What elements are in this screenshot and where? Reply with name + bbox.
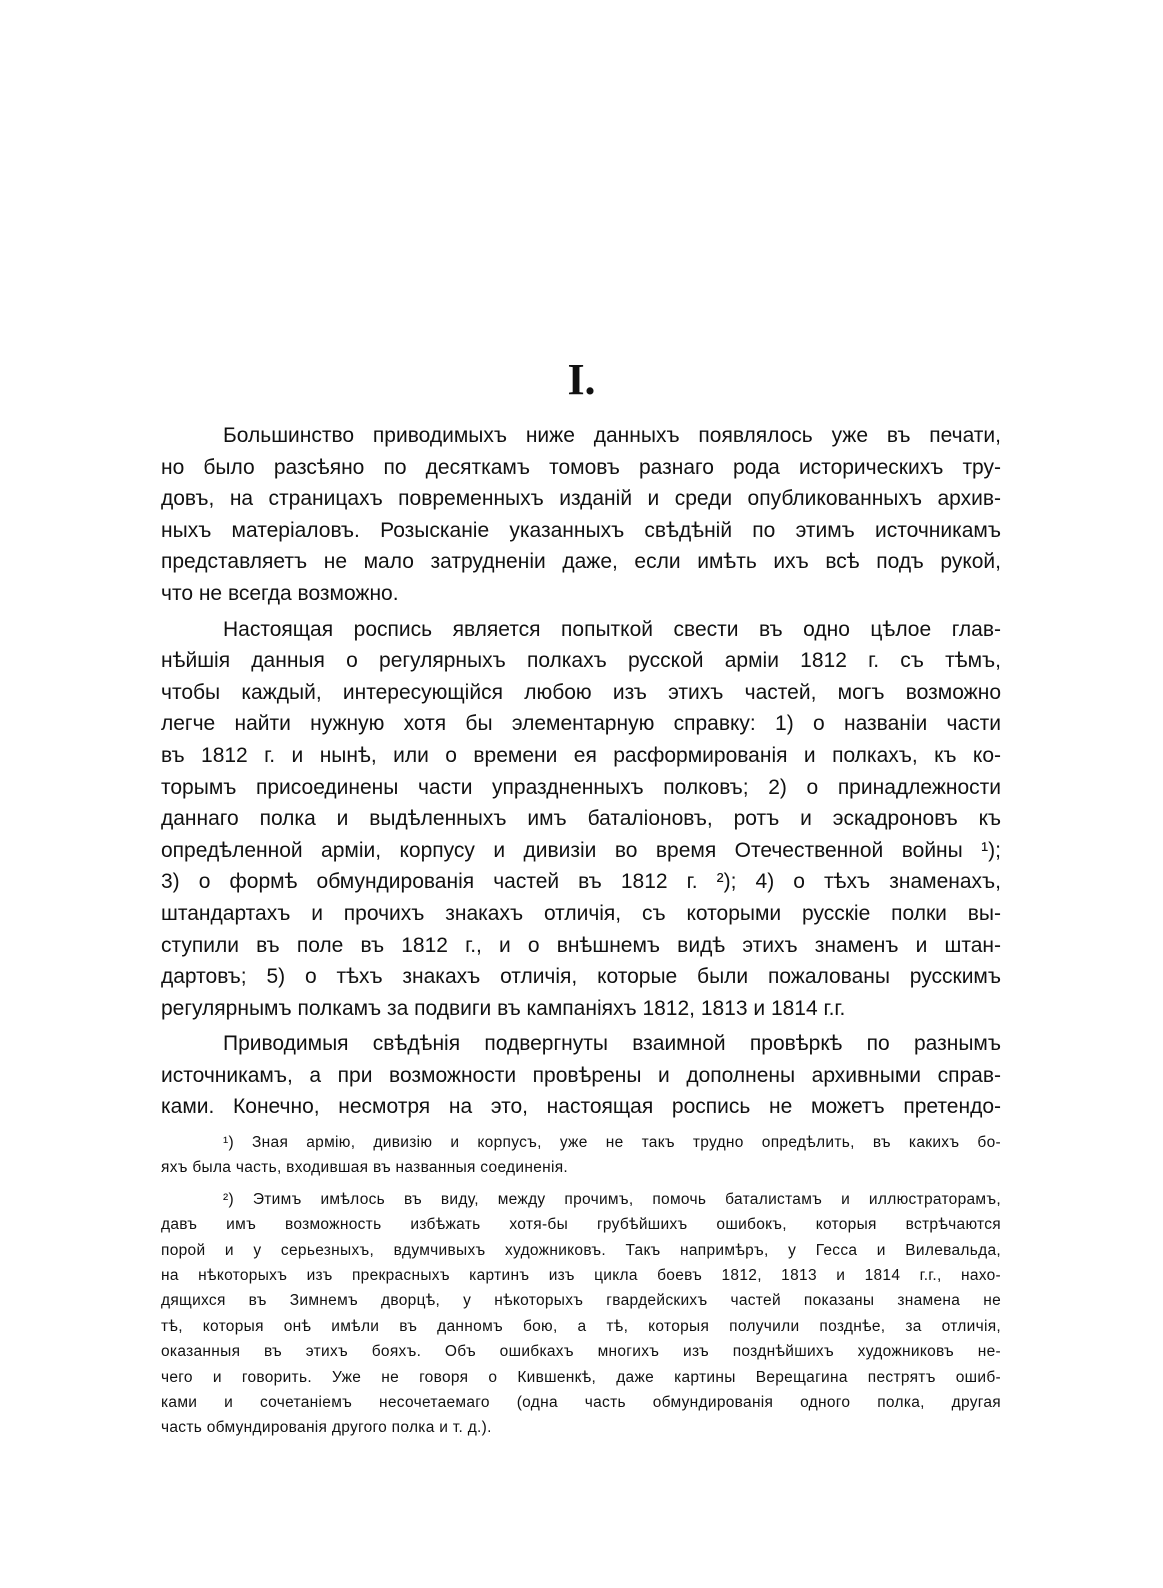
footnote-2 (161, 1187, 1001, 1441)
footnote-line: оказанныя въ этихъ бояхъ. Объ ошибкахъ многихъ изъ позднѣйшихъ художниковъ не- (161, 1343, 1001, 1361)
footnote-line: яхъ была часть, входившая въ названныя соединенія. (161, 1159, 569, 1177)
text-line: но было разсѣяно по десяткамъ томовъ разнаго рода историческихъ тру- (161, 455, 1001, 479)
text-line: представляетъ не мало затрудненіи даже, если имѣть ихъ всѣ подъ рукой, (161, 550, 1001, 574)
footnote-line: ками и сочетаніемъ несочетаемаго (одна часть обмундированія одного полка, другая (161, 1394, 1001, 1412)
text-line: опредѣленной арміи, корпусу и дивизіи во время Отечественной войны ¹); (161, 838, 1001, 862)
text-line: нѣйшія данныя о регулярныхъ полкахъ русской арміи 1812 г. съ тѣмъ, (161, 649, 1001, 673)
text-line: дартовъ; 5) о тѣхъ знакахъ отличія, которые были пожалованы русскимъ (161, 965, 1001, 989)
footnote-1 (161, 1130, 1001, 1181)
footnote-line: на нѣкоторыхъ изъ прекрасныхъ картинъ изъ цикла боевъ 1812, 1813 и 1814 г.г., нахо- (161, 1267, 1001, 1285)
footnote-line: ²) Этимъ имѣлось въ виду, между прочимъ, помочь баталистамъ и иллюстраторамъ, (223, 1190, 1001, 1208)
text-line: Большинство приводимыхъ ниже данныхъ появлялось уже въ печати, (223, 424, 1001, 447)
paragraph-2 (161, 614, 1001, 1025)
footnotes (161, 1130, 1001, 1441)
text-line: Приводимыя свѣдѣнія подвергнуты взаимной провѣркѣ по разнымъ (223, 1032, 1001, 1056)
text-line: источникамъ, а при возможности провѣрены и дополнены архивными справ- (161, 1063, 1001, 1087)
chapter-heading: I. (567, 355, 596, 404)
footnote-line: дящихся въ Зимнемъ дворцѣ, у нѣкоторыхъ гвардейскихъ частей показаны знамена не (161, 1292, 1001, 1310)
footnote-line: часть обмундированія другого полка и т. д.). (161, 1419, 492, 1437)
paragraph-1 (161, 420, 1001, 610)
text-line: что не всегда возможно. (161, 581, 399, 605)
paragraph-3 (161, 1028, 1001, 1123)
text-line: регулярнымъ полкамъ за подвиги въ кампаніяхъ 1812, 1813 и 1814 г.г. (161, 996, 846, 1020)
text-line: даннаго полка и выдѣленныхъ имъ баталіоновъ, ротъ и эскадроновъ къ (161, 807, 1001, 831)
text-line: торымъ присоединены части упраздненныхъ полковъ; 2) о принадлежности (161, 775, 1001, 799)
text-line: штандартахъ и прочихъ знакахъ отличія, съ которыми русскіе полки вы- (161, 901, 1001, 925)
footnote-line: давъ имъ возможность избѣжать хотя-бы грубѣйшихъ ошибокъ, которыя встрѣчаются (161, 1216, 1001, 1234)
footnote-line: ¹) Зная армію, дивизію и корпусъ, уже не такъ трудно опредѣлить, въ какихъ бо- (223, 1134, 1001, 1151)
footnote-line: порой и у серьезныхъ, вдумчивыхъ художниковъ. Такъ напримѣръ, у Гесса и Вилевальда, (161, 1241, 1001, 1259)
text-line: довъ, на страницахъ повременныхъ изданій и среди опубликованныхъ архив- (161, 487, 1001, 511)
text-line: Настоящая роспись является попыткой свести въ одно цѣлое глав- (223, 617, 1001, 641)
text-line: чтобы каждый, интересующійся любою изъ этихъ частей, могъ возможно (161, 680, 1001, 704)
text-line: ками. Конечно, несмотря на это, настоящая роспись не можетъ претендо- (161, 1095, 1001, 1119)
footnote-line: чего и говорить. Уже не говоря о Кившенкѣ, даже картины Верещагина пестрятъ ошиб- (161, 1368, 1001, 1386)
text-line: въ 1812 г. и нынѣ, или о времени ея расформированія и полкахъ, къ ко- (161, 743, 1001, 767)
text-line: легче найти нужную хотя бы элементарную справку: 1) о названіи части (161, 712, 1001, 736)
body-text (161, 420, 1001, 1123)
text-line: ступили въ поле въ 1812 г., и о внѣшнемъ видѣ этихъ знаменъ и штан- (161, 933, 1001, 957)
text-line: ныхъ матеріаловъ. Розысканіе указанныхъ свѣдѣній по этимъ источникамъ (161, 518, 1001, 542)
footnote-line: тѣ, которыя онѣ имѣли въ данномъ бою, а тѣ, которыя получили позднѣе, за отличія, (161, 1317, 1001, 1335)
text-line: 3) о формѣ обмундированія частей въ 1812 г. ²); 4) о тѣхъ знаменахъ, (161, 870, 1001, 894)
